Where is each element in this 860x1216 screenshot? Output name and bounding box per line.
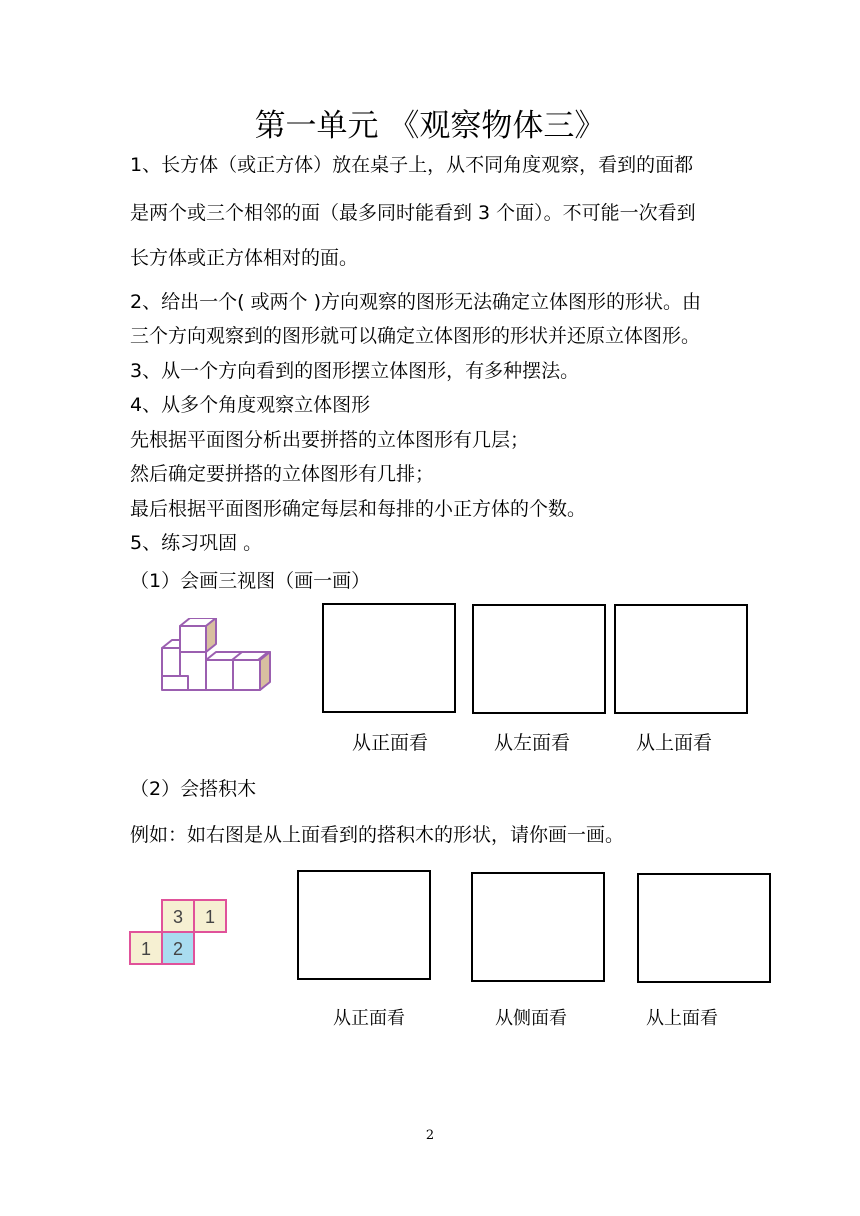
paragraph-line: 三个方向观察到的图形就可以确定立体图形的形状并还原立体图形。 [130, 325, 701, 347]
caption-front-view: 从正面看 [352, 732, 429, 754]
caption-front-view: 从正面看 [333, 1008, 405, 1029]
page-title: 第一单元 《观察物体三》 [254, 108, 606, 144]
section-heading: （2）会搭积木 [130, 778, 257, 800]
cube-figure [158, 618, 288, 698]
paragraph-line: 5、练习巩固 。 [130, 532, 263, 554]
grid-number: 1 [140, 939, 152, 959]
answer-box-side-2[interactable] [471, 872, 605, 982]
answer-box-front-2[interactable] [297, 870, 431, 980]
caption-top-view: 从上面看 [646, 1008, 718, 1029]
paragraph-line: 是两个或三个相邻的面（最多同时能看到 3 个面）。不可能一次看到 [130, 202, 696, 224]
page-number: 2 [425, 1128, 435, 1143]
answer-box-top[interactable] [614, 604, 748, 714]
caption-left-view: 从左面看 [494, 732, 571, 754]
top-view-grid [128, 898, 228, 966]
paragraph-line: 长方体或正方体相对的面。 [130, 247, 359, 269]
answer-box-top-2[interactable] [637, 873, 771, 983]
paragraph-line: 4、从多个角度观察立体图形 [130, 394, 371, 416]
paragraph-line: 2、给出一个( 或两个 )方向观察的图形无法确定立体图形的形状。由 [130, 291, 701, 313]
paragraph-line: 最后根据平面图形确定每层和每排的小正方体的个数。 [130, 498, 587, 520]
grid-number: 1 [204, 907, 216, 927]
paragraph-line: 然后确定要拼搭的立体图形有几排； [130, 463, 435, 485]
grid-number: 2 [172, 939, 184, 959]
paragraph-line: 1、长方体（或正方体）放在桌子上，从不同角度观察，看到的面都 [130, 154, 694, 176]
section-heading: （1）会画三视图（画一画） [130, 570, 371, 592]
answer-box-left[interactable] [472, 604, 606, 714]
caption-top-view: 从上面看 [636, 732, 713, 754]
example-text: 例如：如右图是从上面看到的搭积木的形状，请你画一画。 [130, 824, 625, 846]
paragraph-line: 先根据平面图分析出要拼搭的立体图形有几层； [130, 429, 530, 451]
caption-side-view: 从侧面看 [495, 1008, 567, 1029]
answer-box-front[interactable] [322, 603, 456, 713]
paragraph-line: 3、从一个方向看到的图形摆立体图形，有多种摆法。 [130, 360, 580, 382]
grid-number: 3 [172, 907, 184, 927]
